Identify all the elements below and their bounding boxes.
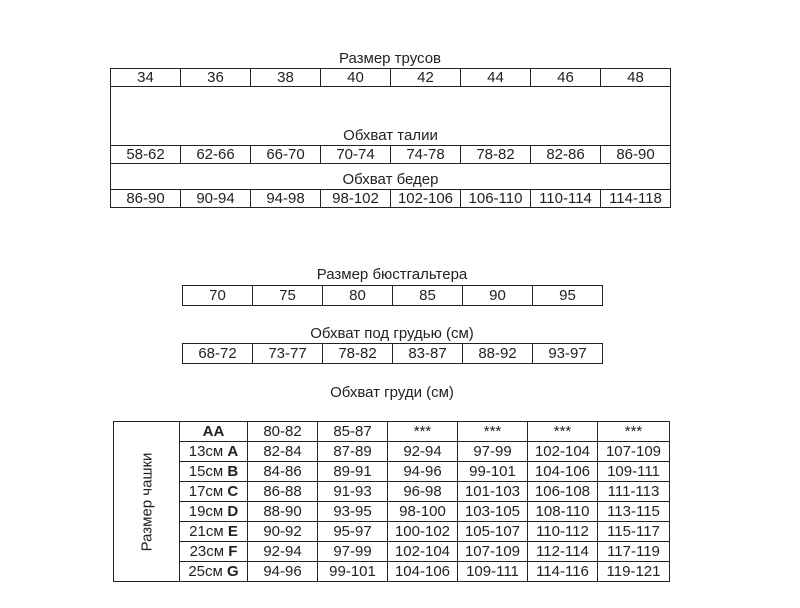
bust-cell: 99-101 [458,462,528,482]
cup-letter: D [227,503,239,520]
cup-band-prefix: 13см [188,443,228,460]
panty-size-cell: 38 [251,69,321,87]
bust-cell: 103-105 [458,502,528,522]
cup-row [114,502,670,522]
cup-row [114,562,670,582]
bust-cell: 82-84 [248,442,318,462]
cup-band-prefix: 23см [189,543,229,560]
bra-sizes-row [183,286,603,306]
underbust-title: Обхват под грудью (см) [310,325,474,342]
bust-cell: 97-99 [458,442,528,462]
bust-cell: 107-109 [598,442,670,462]
bra-size-table [182,285,603,306]
bust-cell: 94-96 [248,562,318,582]
cup-band-prefix: 21см [189,523,228,540]
bust-cell: 109-111 [458,562,528,582]
hip-cell: 114-118 [601,190,671,208]
hip-cell: 106-110 [461,190,531,208]
cup-label-cell [180,562,248,582]
cup-band-prefix: 17см [188,483,228,500]
bust-cell: 115-117 [598,522,670,542]
cup-label-cell [180,482,248,502]
cup-letter: F [228,543,238,560]
bust-cell: 106-108 [528,482,598,502]
bra-size-cell: 85 [393,286,463,306]
waist-cell: 82-86 [531,146,601,164]
cup-row [114,482,670,502]
bust-cell: 97-99 [318,542,388,562]
bust-cell: 117-119 [598,542,670,562]
cup-row [114,422,670,442]
cup-letter: G [227,563,239,580]
underbust-cell: 68-72 [183,344,253,364]
bust-cell: 100-102 [388,522,458,542]
bust-title: Обхват груди (см) [330,384,454,401]
hip-label: Обхват бедер [111,164,671,190]
hip-cell: 86-90 [111,190,181,208]
panty-size-table [110,68,671,208]
hip-cell: 94-98 [251,190,321,208]
bust-cell: *** [528,422,598,442]
cup-band-prefix: 25см [188,563,227,580]
bust-cell: 92-94 [248,542,318,562]
panty-size-cell: 46 [531,69,601,87]
panty-size-cell: 48 [601,69,671,87]
bust-cell: 86-88 [248,482,318,502]
bra-size-cell: 90 [463,286,533,306]
underbust-cell: 93-97 [533,344,603,364]
hip-cell: 110-114 [531,190,601,208]
cup-label-cell [180,502,248,522]
cup-label-cell [180,422,248,442]
bust-cell: *** [598,422,670,442]
bust-cell: 94-96 [388,462,458,482]
bust-cell: 98-100 [388,502,458,522]
underbust-cell: 88-92 [463,344,533,364]
bust-cell: 113-115 [598,502,670,522]
bra-size-cell: 75 [253,286,323,306]
underbust-row [183,344,603,364]
bust-cell: 114-116 [528,562,598,582]
hip-cell: 102-106 [391,190,461,208]
cup-letter: E [227,523,238,540]
bust-cell: *** [388,422,458,442]
cup-letter: C [227,483,239,500]
bust-cell: 80-82 [248,422,318,442]
bra-size-cell: 70 [183,286,253,306]
cup-label-cell [180,522,248,542]
waist-cell: 86-90 [601,146,671,164]
cup-label-cell [180,462,248,482]
bust-cell: 110-112 [528,522,598,542]
bust-cell: 87-89 [318,442,388,462]
panty-size-cell: 40 [321,69,391,87]
panty-size-cell: 36 [181,69,251,87]
hip-cell: 90-94 [181,190,251,208]
panty-sizes-row [111,69,671,87]
waist-row [111,146,671,164]
bust-cell: 107-109 [458,542,528,562]
bust-cell: 99-101 [318,562,388,582]
bust-cell: 105-107 [458,522,528,542]
underbust-cell: 73-77 [253,344,323,364]
bust-cell: 89-91 [318,462,388,482]
cup-row [114,462,670,482]
panty-size-cell: 44 [461,69,531,87]
underbust-cell: 83-87 [393,344,463,364]
bra-size-cell: 95 [533,286,603,306]
cup-size-table [113,421,670,582]
bust-cell: 102-104 [528,442,598,462]
bust-cell: *** [458,422,528,442]
bust-cell: 101-103 [458,482,528,502]
cup-size-side-label: Размер чашки [114,422,180,582]
bust-cell: 108-110 [528,502,598,522]
bust-cell: 112-114 [528,542,598,562]
waist-cell: 78-82 [461,146,531,164]
hip-row [111,190,671,208]
underbust-cell: 78-82 [323,344,393,364]
cup-letter: A [227,443,239,460]
cup-label-cell [180,542,248,562]
cup-row [114,442,670,462]
panty-size-cell: 34 [111,69,181,87]
waist-label: Обхват талии [111,127,671,146]
waist-cell: 58-62 [111,146,181,164]
bra-size-title: Размер бюстгальтера [316,266,468,283]
panty-size-cell: 42 [391,69,461,87]
bust-cell: 91-93 [318,482,388,502]
bust-cell: 95-97 [318,522,388,542]
bust-cell: 88-90 [248,502,318,522]
hip-cell: 98-102 [321,190,391,208]
bust-cell: 96-98 [388,482,458,502]
waist-cell: 62-66 [181,146,251,164]
bra-size-cell: 80 [323,286,393,306]
waist-cell: 70-74 [321,146,391,164]
cup-band-prefix: 15см [188,463,228,480]
cup-letter: B [227,463,239,480]
waist-cell: 66-70 [251,146,321,164]
cup-row [114,522,670,542]
cup-label-cell [180,442,248,462]
bust-cell: 109-111 [598,462,670,482]
bust-cell: 104-106 [388,562,458,582]
bust-cell: 85-87 [318,422,388,442]
bust-cell: 104-106 [528,462,598,482]
waist-cell: 74-78 [391,146,461,164]
bust-cell: 111-113 [598,482,670,502]
underbust-table [182,343,603,364]
cup-row [114,542,670,562]
bust-cell: 102-104 [388,542,458,562]
panty-size-title: Размер трусов [338,50,442,67]
bust-cell: 92-94 [388,442,458,462]
bust-cell: 90-92 [248,522,318,542]
bust-cell: 119-121 [598,562,670,582]
cup-letter: AA [202,423,225,440]
bust-cell: 84-86 [248,462,318,482]
cup-band-prefix: 19см [188,503,228,520]
waist-gap [111,87,671,128]
bust-cell: 93-95 [318,502,388,522]
